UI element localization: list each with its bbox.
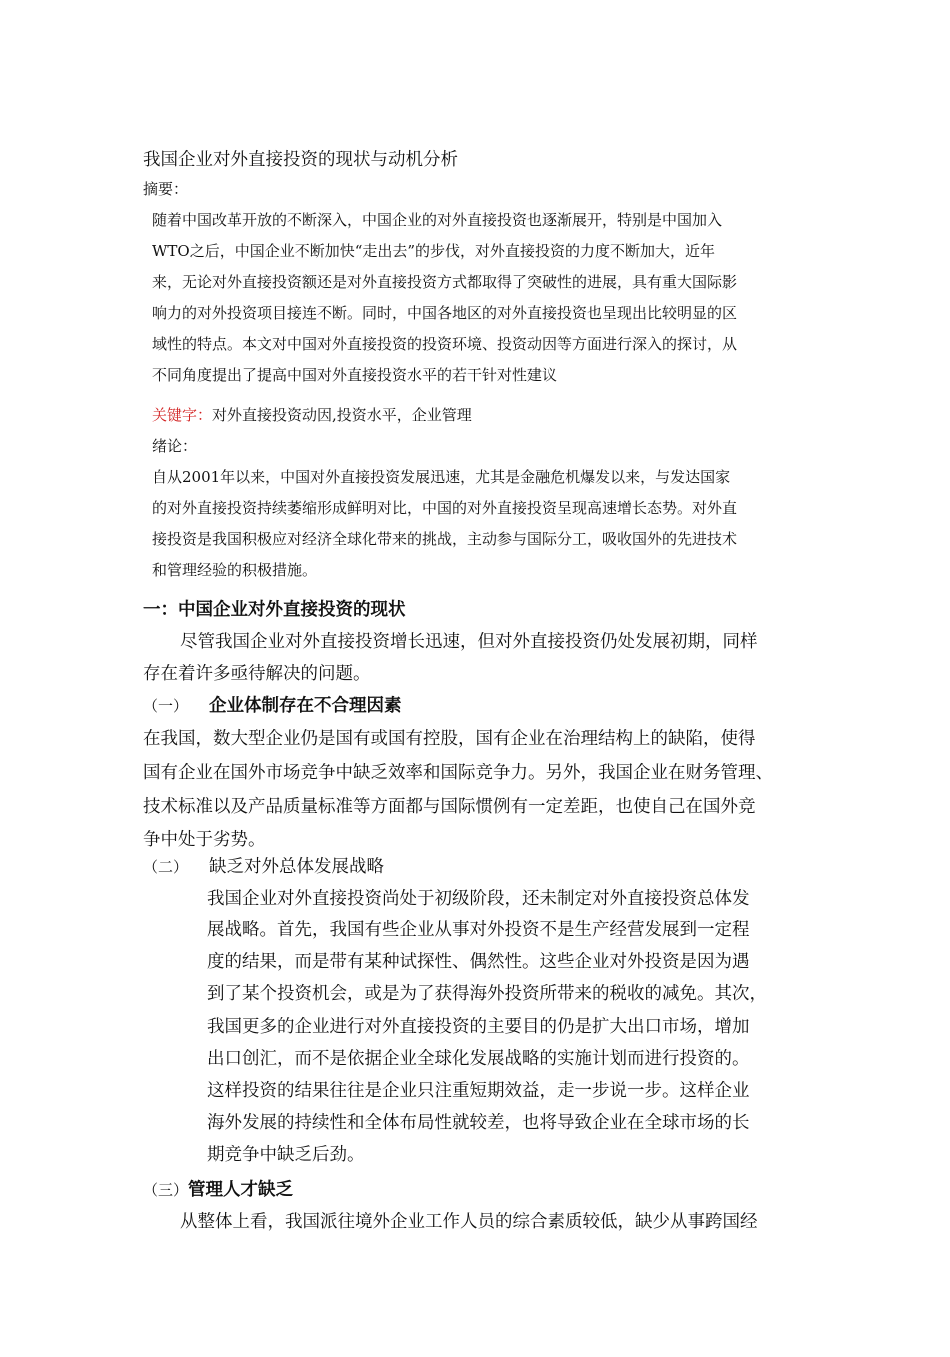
subsection-heading: [143, 692, 402, 717]
abstract-line: 响力的对外投资项目接连不断。同时，中国各地区的对外直接投资也呈现出比较明显的区: [152, 304, 738, 322]
paragraph-line: 技术标准以及产品质量标准等方面都与国际惯例有一定差距，也使自己在国外竞: [143, 797, 756, 817]
keywords-label: 关键字：: [152, 406, 213, 424]
keywords-text: 对外直接投资动因,投资水平，企业管理: [212, 406, 472, 424]
subsection-number: （三）: [143, 1181, 189, 1199]
paragraph-line: 到了某个投资机会，或是为了获得海外投资所带来的税收的减免。其次，: [207, 984, 767, 1004]
paragraph-line: 这样投资的结果往往是企业只注重短期效益，走一步说一步。这样企业: [207, 1081, 750, 1101]
section-paragraph-line: 尽管我国企业对外直接投资增长迅速，但对外直接投资仍处发展初期，同样: [180, 632, 758, 652]
paragraph-line: 出口创汇，而不是依据企业全球化发展战略的实施计划而进行投资的。: [207, 1049, 750, 1069]
paragraph-line: 从整体上看，我国派往境外企业工作人员的综合素质较低，缺少从事跨国经: [180, 1212, 758, 1232]
subsection-heading: [143, 1176, 293, 1201]
paragraph-line: 国有企业在国外市场竞争中缺乏效率和国际竞争力。另外，我国企业在财务管理、: [143, 763, 773, 783]
paragraph-line: 展战略。首先，我国有些企业从事对外投资不是生产经营发展到一定程: [207, 920, 750, 940]
section-paragraph-line: 存在着许多亟待解决的问题。: [143, 664, 371, 684]
abstract-heading: 摘要：: [143, 180, 189, 198]
keywords-line: [152, 404, 472, 425]
abstract-line: 域性的特点。本文对中国对外直接投资的投资环境、投资动因等方面进行深入的探讨，从: [152, 335, 738, 353]
paragraph-line: 我国企业对外直接投资尚处于初级阶段，还未制定对外直接投资总体发: [207, 889, 750, 909]
section-heading: 一：中国企业对外直接投资的现状: [143, 600, 406, 620]
subsection-title: 缺乏对外总体发展战略: [209, 857, 384, 877]
document-title: 我国企业对外直接投资的现状与动机分析: [143, 150, 458, 170]
paragraph-line: 我国更多的企业进行对外直接投资的主要目的仍是扩大出口市场，增加: [207, 1017, 750, 1037]
intro-line: 和管理经验的积极措施。: [152, 561, 318, 579]
subsection-number: （一）: [143, 697, 189, 715]
subsection-number: （二）: [143, 858, 189, 876]
intro-heading: 绪论：: [152, 437, 198, 455]
paragraph-line: 期竞争中缺乏后劲。: [207, 1145, 365, 1165]
intro-line: 自从2001年以来，中国对外直接投资发展迅速，尤其是金融危机爆发以来，与发达国家: [152, 468, 731, 486]
paragraph-line: 在我国，数大型企业仍是国有或国有控股，国有企业在治理结构上的缺陷，使得: [143, 729, 756, 749]
abstract-line: 不同角度提出了提高中国对外直接投资水平的若干针对性建议: [152, 366, 558, 384]
paragraph-line: 争中处于劣势。: [143, 830, 266, 850]
intro-line: 接投资是我国积极应对经济全球化带来的挑战，主动参与国际分工，吸收国外的先进技术: [152, 530, 738, 548]
paragraph-line: 海外发展的持续性和全体布局性就较差，也将导致企业在全球市场的长: [207, 1113, 750, 1133]
subsection-title: 企业体制存在不合理因素: [209, 696, 402, 716]
abstract-line: 随着中国改革开放的不断深入，中国企业的对外直接投资也逐渐展开，特别是中国加入: [152, 211, 723, 229]
subsection-heading: [143, 853, 384, 878]
intro-line: 的对外直接投资持续萎缩形成鲜明对比，中国的对外直接投资呈现高速增长态势。对外直: [152, 499, 738, 517]
subsection-title: 管理人才缺乏: [188, 1180, 294, 1200]
abstract-line: WTO之后，中国企业不断加快“走出去”的步伐，对外直接投资的力度不断加大，近年: [152, 242, 716, 260]
abstract-line: 来，无论对外直接投资额还是对外直接投资方式都取得了突破性的进展，具有重大国际影: [152, 273, 738, 291]
paragraph-line: 度的结果，而是带有某种试探性、偶然性。这些企业对外投资是因为遇: [207, 952, 750, 972]
